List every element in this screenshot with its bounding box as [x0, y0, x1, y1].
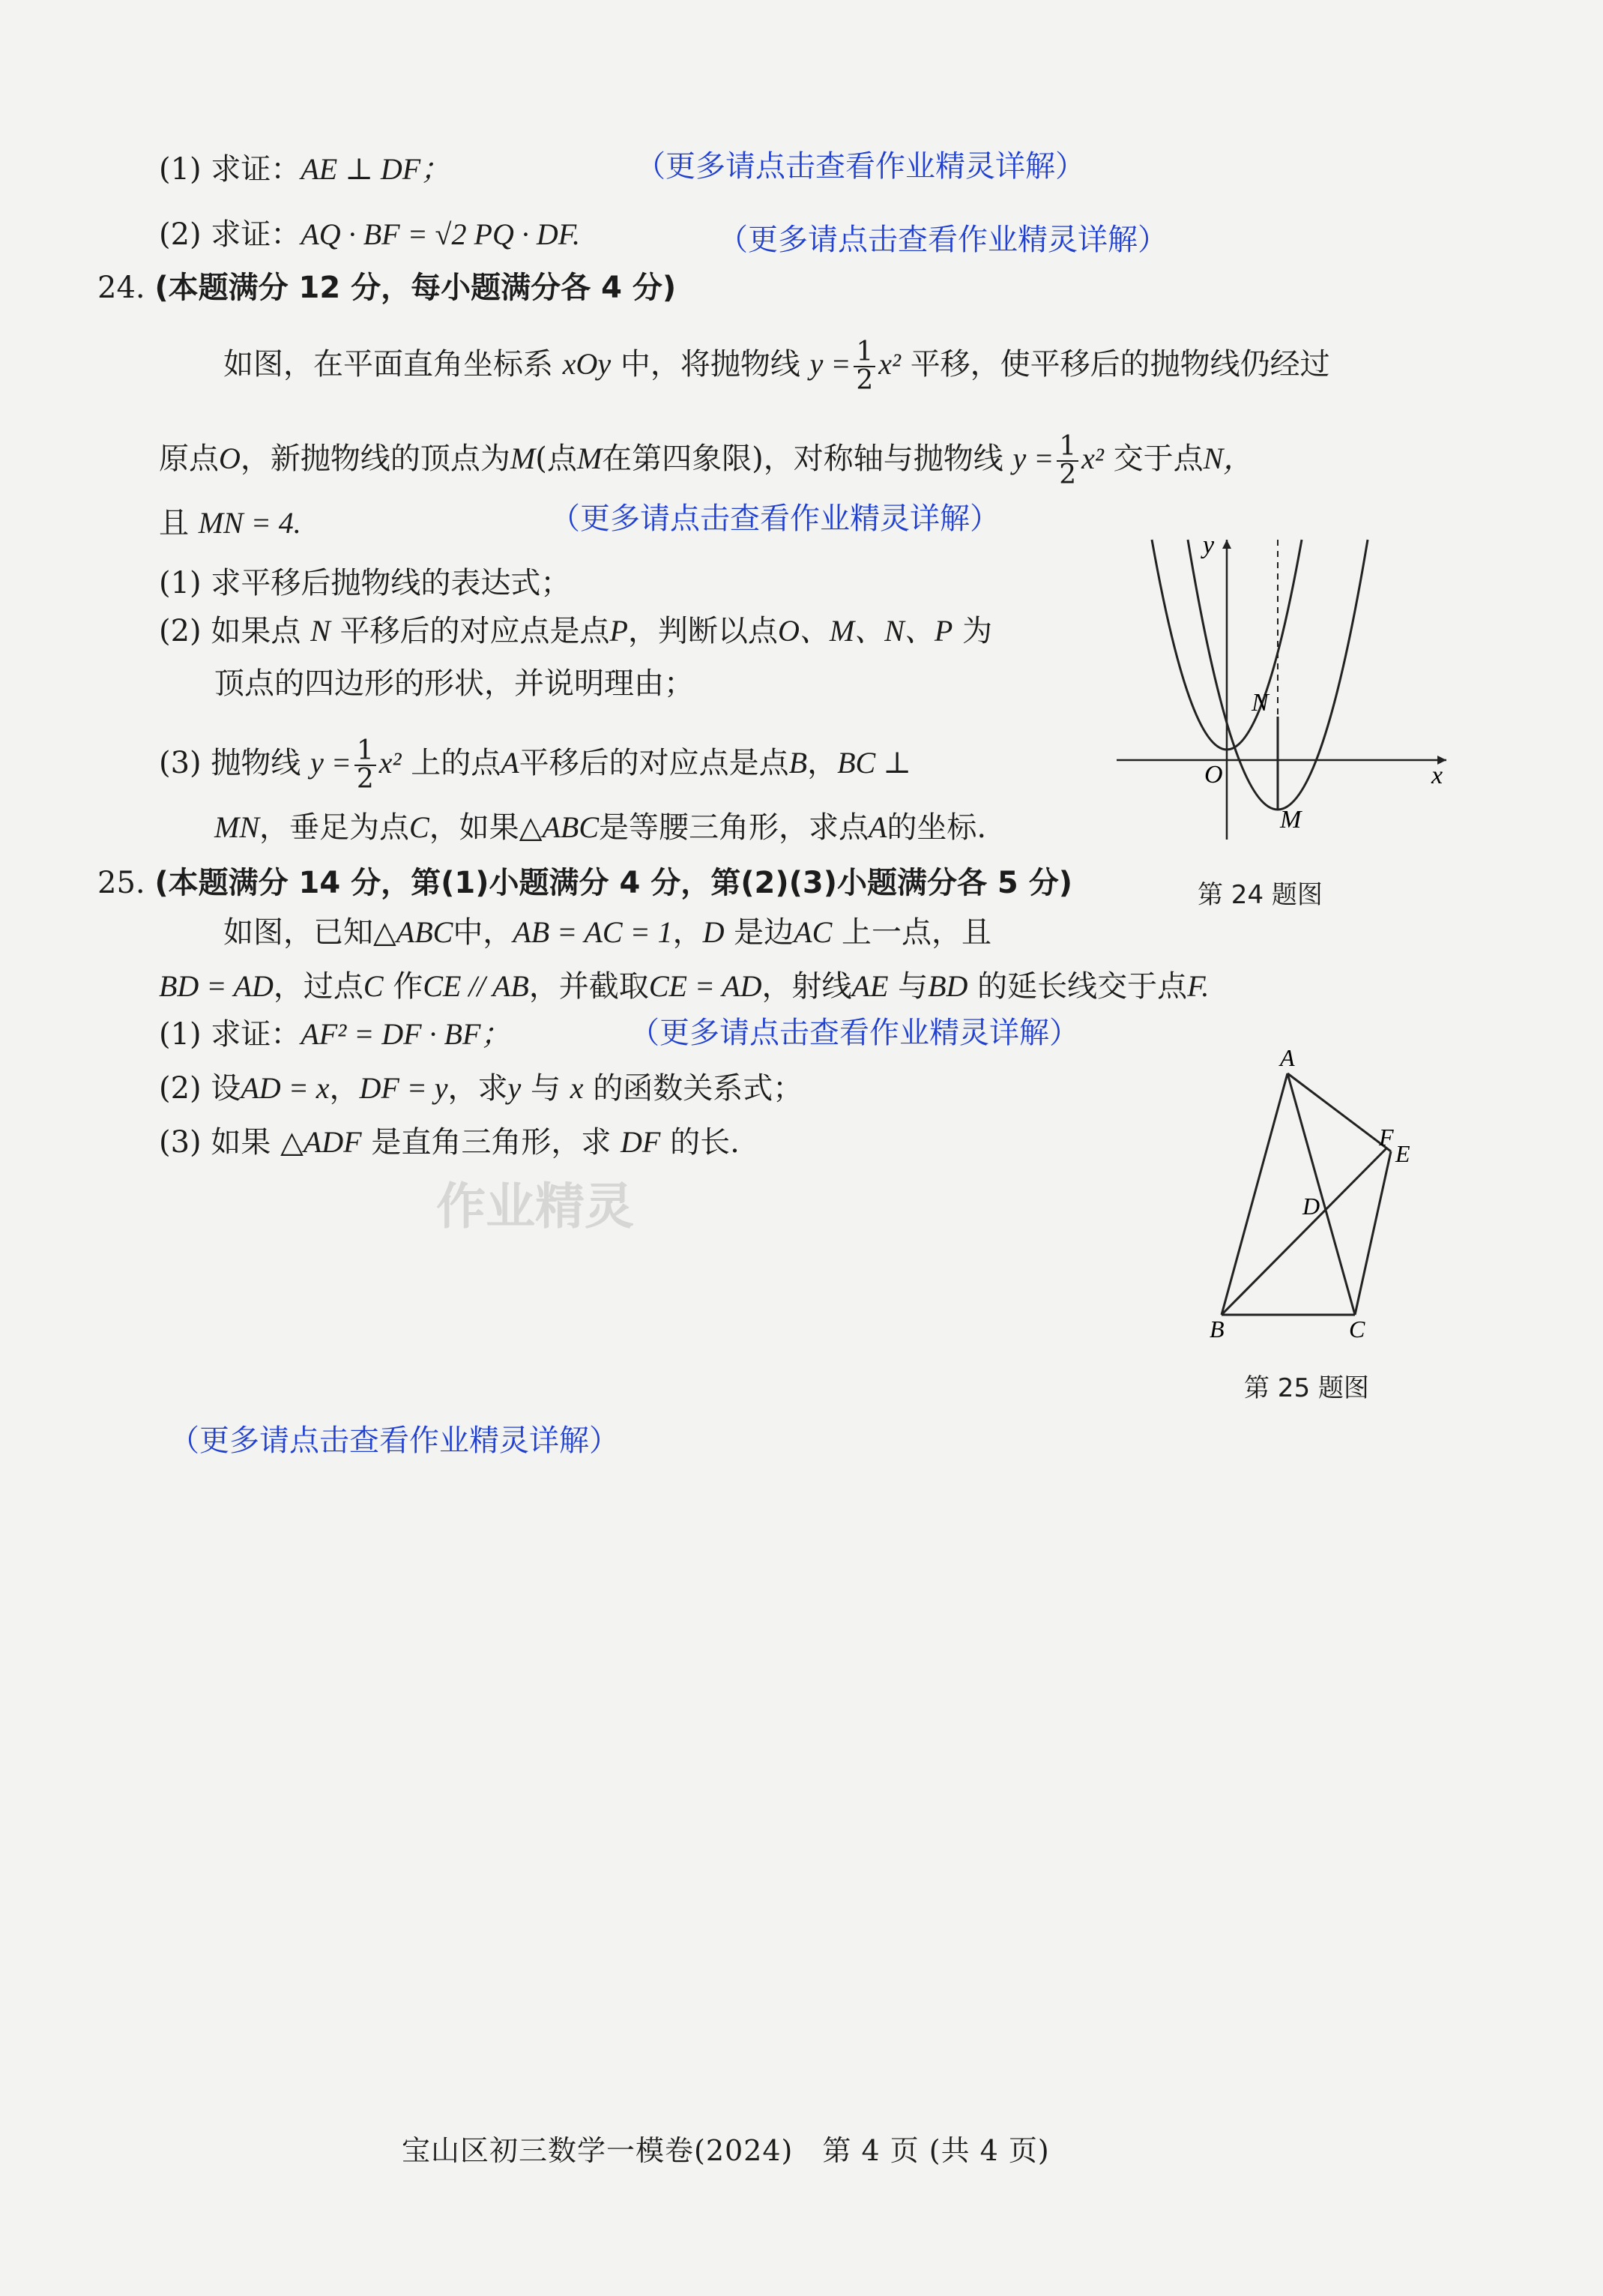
q25-sub3: (3) 如果 △ADF 是直角三角形，求 DF 的长. — [159, 1125, 740, 1160]
figure-25-caption: 第 25 题图 — [1244, 1373, 1369, 1403]
label-origin: O — [1204, 761, 1223, 789]
y-axis-arrow — [1222, 540, 1231, 549]
label-m: M — [1280, 806, 1302, 834]
segment-ab — [1222, 1073, 1287, 1315]
more-link-1[interactable]: （更多请点击查看作业精灵详解） — [636, 149, 1085, 184]
figure-24 — [1109, 525, 1454, 855]
q25-header: 25. (本题满分 14 分，第(1)小题满分 4 分，第(2)(3)小题满分各 5 分) — [97, 866, 1072, 900]
q24-header: 24. (本题满分 12 分，每小题满分各 4 分) — [97, 271, 677, 305]
q25-sub1: (1) 求证：AF² = DF · BF； — [159, 1017, 511, 1052]
q24-sub2: (2) 如果点 N 平移后的对应点是点P，判断以点O、M、N、P 为 — [159, 614, 992, 648]
more-link-3[interactable]: （更多请点击查看作业精灵详解） — [550, 501, 1000, 536]
q24-intro-line2: 原点O，新抛物线的顶点为M(点M在第四象限)，对称轴与抛物线 y = $\frac{1}{2}$ x² 交于点N， — [159, 431, 1254, 490]
segment-ac — [1287, 1073, 1355, 1315]
more-link-4[interactable]: （更多请点击查看作业精灵详解） — [630, 1016, 1079, 1050]
fraction-half: $\frac{1}{2}$ — [854, 339, 875, 394]
more-link-2[interactable]: （更多请点击查看作业精灵详解） — [718, 223, 1168, 257]
q24-sub2-line2: 顶点的四边形的形状，并说明理由； — [214, 666, 694, 701]
label-x: x — [1431, 762, 1443, 789]
q25-intro-line1: 如图，已知△ABC中，AB = AC = 1，D 是边AC 上一点，且 — [223, 915, 992, 950]
figure-25 — [1199, 1034, 1454, 1349]
q24-sub1: (1) 求平移后抛物线的表达式； — [159, 566, 571, 600]
q24-sub3-line2: MN，垂足为点C，如果△ABC是等腰三角形，求点A的坐标. — [214, 810, 987, 845]
more-link-5[interactable]: （更多请点击查看作业精灵详解） — [169, 1423, 619, 1458]
label-e: E — [1395, 1140, 1410, 1167]
segment-ae — [1287, 1073, 1391, 1151]
label-f: F — [1379, 1124, 1394, 1151]
prev-item-1: (1) 求证：AE ⊥ DF； — [159, 152, 451, 187]
label-c: C — [1349, 1316, 1365, 1343]
label-d: D — [1302, 1193, 1320, 1220]
watermark: 作业精灵 — [436, 1178, 634, 1235]
label-n: N — [1252, 689, 1269, 717]
label-y: y — [1203, 531, 1215, 559]
q25-sub2: (2) 设AD = x，DF = y，求y 与 x 的函数关系式； — [159, 1071, 803, 1106]
prev-item-2: (2) 求证：AQ · BF = √2 PQ · DF. — [159, 217, 580, 252]
page-footer: 宝山区初三数学一模卷(2024) 第 4 页 (共 4 页) — [402, 2134, 1050, 2167]
label-b: B — [1210, 1316, 1225, 1343]
q24-intro-line1: 如图，在平面直角坐标系 xOy 中，将抛物线 y = $\frac{1}{2}$ x² 平移，使平移后的抛物线仍经过 — [223, 337, 1330, 396]
label-a: A — [1280, 1044, 1295, 1071]
segment-bf — [1222, 1148, 1386, 1315]
q24-sub3: (3) 抛物线 y = $\frac{1}{2}$ x² 上的点A平移后的对应点是点B，BC ⊥ — [159, 735, 911, 795]
figure-24-caption: 第 24 题图 — [1198, 880, 1323, 910]
q24-intro-line3: 且 MN = 4. — [159, 506, 301, 540]
q25-intro-line2: BD = AD，过点C 作CE // AB，并截取CE = AD，射线AE 与BD 的延长线交于点F. — [159, 969, 1210, 1004]
